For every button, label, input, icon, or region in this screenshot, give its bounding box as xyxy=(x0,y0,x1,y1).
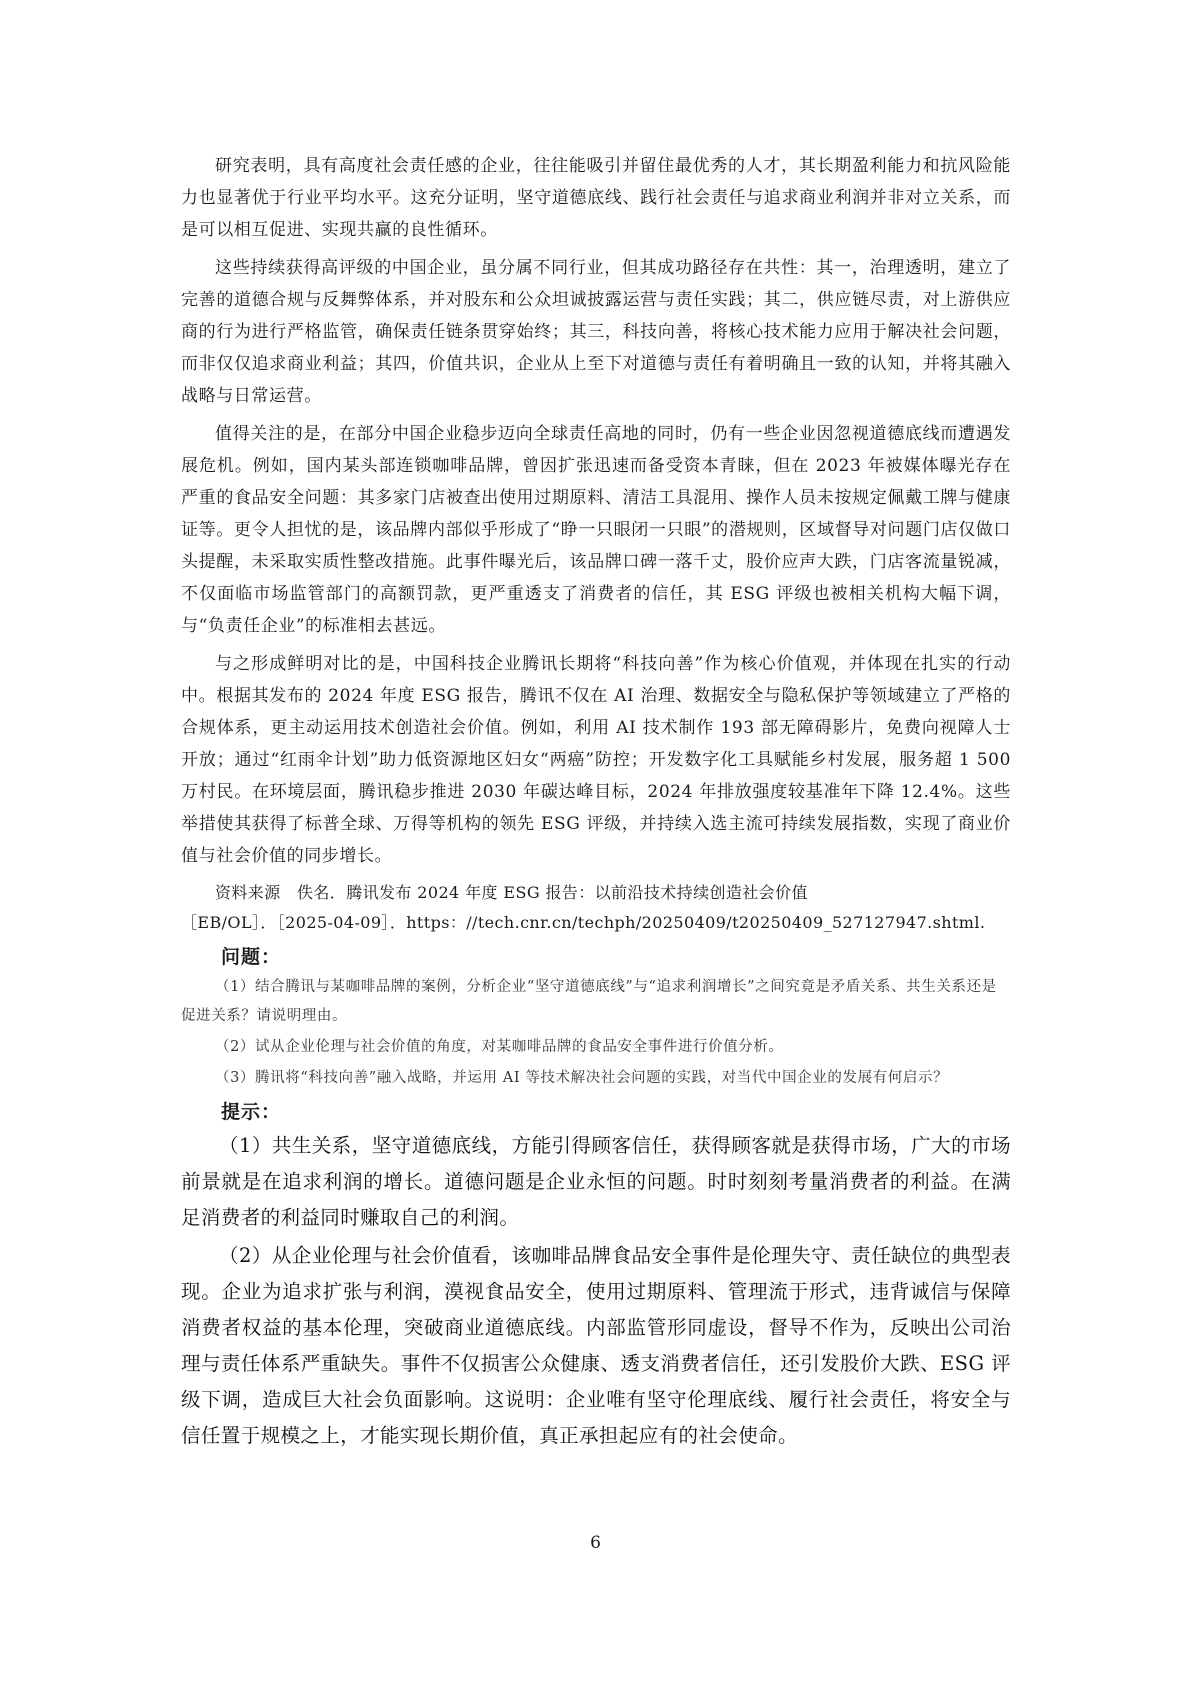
paragraph-3: 值得关注的是，在部分中国企业稳步迈向全球责任高地的同时，仍有一些企业因忽视道德底线而遭遇发展危机。例如，国内某头部连锁咖啡品牌，曾因扩张迅速而备受资本青睐，但在 2023 年被媒体曝光存在严重的食品安全问题：其多家门店被查出使用过期原料、清洁工具混用、操作人员未按规定佩戴工牌与健康证等。更令人担忧的是，该品牌内部似乎形成了“睁一只眼闭一只眼”的潜规则，区域督导对问题门店仅做口头提醒，未采取实质性整改措施。此事件曝光后，该品牌口碑一落千丈，股价应声大跌，门店客流量锐减，不仅面临市场监管部门的高额罚款，更严重透支了消费者的信任，其 ESG 评级也被相关机构大幅下调，与“负责任企业”的标准相去甚远。 xyxy=(181,424,1011,636)
question-3: （3）腾讯将“科技向善”融入战略，并运用 AI 等技术解决社会问题的实践，对当代中国企业的发展有何启示？ xyxy=(215,1070,949,1086)
source-citation-line1: 资料来源 佚名．腾讯发布 2024 年度 ESG 报告：以前沿技术持续创造社会价值 xyxy=(215,883,808,902)
paragraph-4: 与之形成鲜明对比的是，中国科技企业腾讯长期将“科技向善”作为核心价值观，并体现在扎实的行动中。根据其发布的 2024 年度 ESG 报告，腾讯不仅在 AI 治理、数据安全与隐私保护等领域建立了严格的合规体系，更主动运用技术创造社会价值。例如，利用 AI 技术制作 193 部无障碍影片，免费向视障人士开放；通过“红雨伞计划”助力低资源地区妇女“两癌”防控；开发数字化工具赋能乡村发展，服务超 1 500 万村民。在环境层面，腾讯稳步推进 2030 年碳达峰目标，2024 年排放强度较基准年下降 12.4%。这些举措使其获得了标普全球、万得等机构的领先 ESG 评级，并持续入选主流可持续发展指数，实现了商业价值与社会价值的同步增长。 xyxy=(181,654,1011,866)
paragraph-1: 研究表明，具有高度社会责任感的企业，往往能吸引并留住最优秀的人才，其长期盈利能力和抗风险能力也显著优于行业平均水平。这充分证明，坚守道德底线、践行社会责任与追求商业利润并非对立关系，而是可以相互促进、实现共赢的良性循环。 xyxy=(181,156,1011,240)
body-text xyxy=(181,150,1011,1456)
question-2: （2）试从企业伦理与社会价值的角度，对某咖啡品牌的食品安全事件进行价值分析。 xyxy=(215,1039,784,1055)
hint-2: （2）从企业伦理与社会价值看，该咖啡品牌食品安全事件是伦理失守、责任缺位的典型表现。企业为追求扩张与利润，漠视食品安全，使用过期原料、管理流于形式，违背诚信与保障消费者权益的基本伦理，突破商业道德底线。内部监管形同虚设，督导不作为，反映出公司治理与责任体系严重缺失。事件不仅损害公众健康、透支消费者信任，还引发股价大跌、ESG 评级下调，造成巨大社会负面影响。这说明：企业唯有坚守伦理底线、履行社会责任，将安全与信任置于规模之上，才能实现长期价值，真正承担起应有的社会使命。 xyxy=(181,1244,1011,1447)
hint-1: （1）共生关系，坚守道德底线，方能引得顾客信任，获得顾客就是获得市场，广大的市场前景就是在追求利润的增长。道德问题是企业永恒的问题。时时刻刻考量消费者的利益。在满足消费者的利益同时赚取自己的利润。 xyxy=(181,1134,1011,1229)
source-citation-line2: ［EB/OL］．［2025-04-09］．https：//tech.cnr.cn/techph/20250409/t20250409_527127947.shtml. xyxy=(181,913,986,932)
question-1: （1）结合腾讯与某咖啡品牌的案例，分析企业“坚守道德底线”与“追求利润增长”之间究竟是矛盾关系、共生关系还是促进关系？请说明理由。 xyxy=(181,979,997,1024)
hints-heading: 提示： xyxy=(221,1101,282,1123)
paragraph-2: 这些持续获得高评级的中国企业，虽分属不同行业，但其成功路径存在共性：其一，治理透明，建立了完善的道德合规与反舞弊体系，并对股东和公众坦诚披露运营与责任实践；其二，供应链尽责，对上游供应商的行为进行严格监管，确保责任链条贯穿始终；其三，科技向善，将核心技术能力应用于解决社会问题，而非仅仅追求商业利益；其四，价值共识，企业从上至下对道德与责任有着明确且一致的认知，并将其融入战略与日常运营。 xyxy=(181,258,1011,406)
questions-heading: 问题： xyxy=(221,946,282,968)
page-number: 6 xyxy=(590,1533,601,1553)
